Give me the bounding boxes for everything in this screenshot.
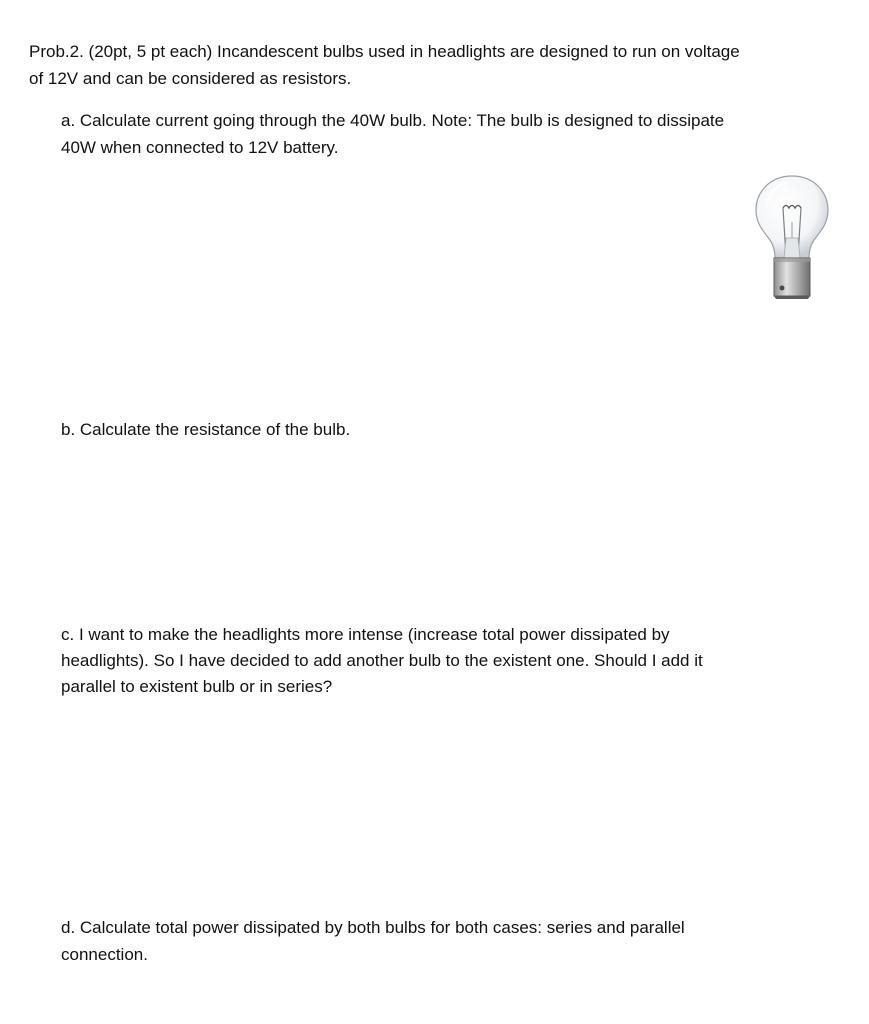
part-d-line-2: connection.: [61, 945, 148, 964]
part-a-line-2: 40W when connected to 12V battery.: [61, 138, 339, 157]
part-c-line-3: parallel to existent bulb or in series?: [61, 677, 333, 696]
problem-intro-line-1: Prob.2. (20pt, 5 pt each) Incandescent bulbs used in headlights are designed to run on voltage: [29, 42, 740, 61]
part-d-line-1: d. Calculate total power dissipated by both bulbs for both cases: series and parallel: [61, 918, 685, 937]
part-a-line-1: a. Calculate current going through the 40W bulb. Note: The bulb is designed to dissipate: [61, 111, 725, 130]
incandescent-bulb-icon: [752, 172, 832, 302]
part-c-line-1: c. I want to make the headlights more intense (increase total power dissipated by: [61, 625, 670, 644]
part-c-line-2: headlights). So I have decided to add another bulb to the existent one. Should I add it: [61, 651, 703, 670]
problem-intro-line-2: of 12V and can be considered as resistors.: [29, 69, 352, 88]
part-b-line-1: b. Calculate the resistance of the bulb.: [61, 420, 351, 439]
